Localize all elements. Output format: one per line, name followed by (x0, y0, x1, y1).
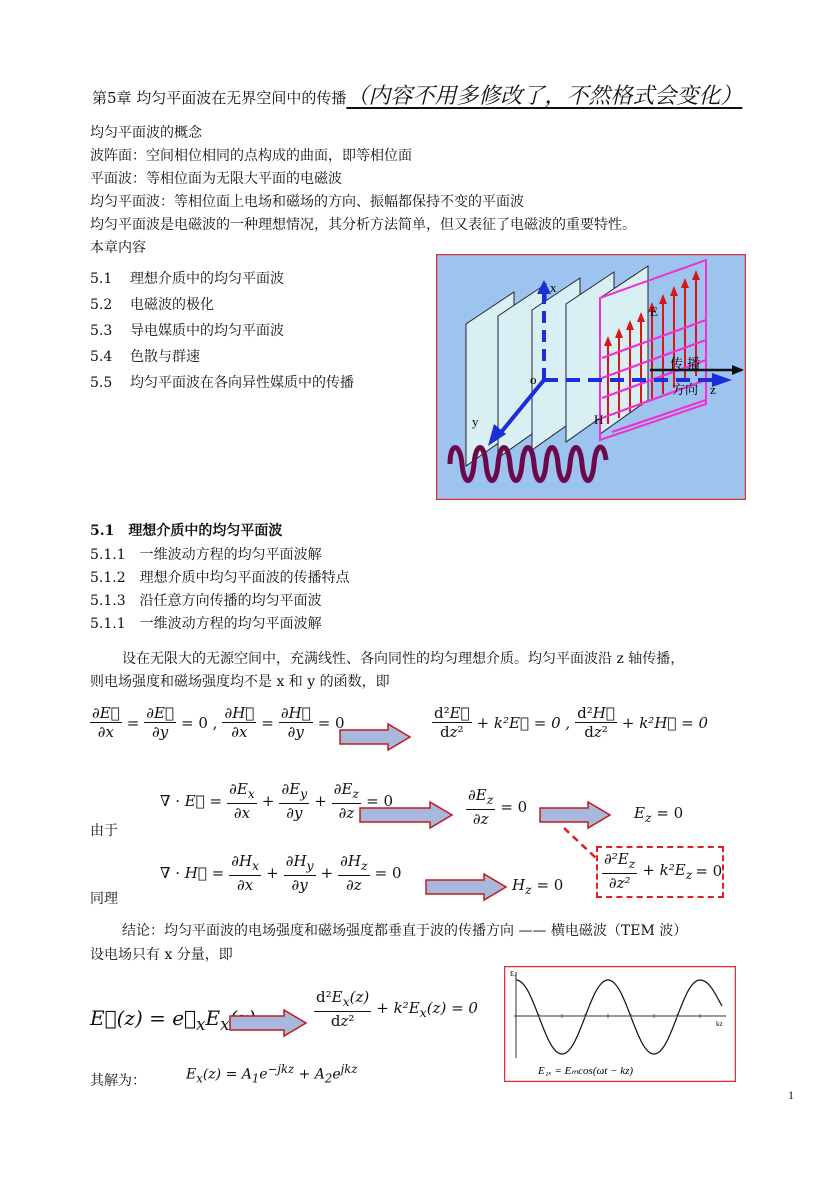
toc-item: 5.3 导电媒质中的均匀平面波 (90, 323, 284, 339)
equation-wave: $\frac{\text{d²E⃗}}{\text{dz²}}$ + k²E⃗ = 0 , $\frac{\text{d²H⃗}}{\text{dz²}}$ + k²H⃗ = 0 (434, 704, 709, 741)
equation-dez: $\frac{\partial E_z}{\partial z}$ = 0 (468, 786, 528, 828)
label-youyu: 由于 (90, 823, 118, 839)
equation-div-e: ∇ · E⃗ = $\frac{\partial E_x}{\partial x}$ + $\frac{\partial E_y}{\partial y}$ + $\frac{\partial E_z}{\partial z}$ = 0 (160, 780, 393, 822)
toc-list (90, 270, 354, 392)
dashed-connector (560, 826, 600, 860)
plane-wave-figure (436, 254, 746, 500)
chapter-title: 第5章 均匀平面波在无界空间中的传播 (92, 89, 347, 107)
subsection-item: 5.1.1 一维波动方程的均匀平面波解 (90, 616, 322, 632)
graph-y-label: Eₓ (510, 970, 517, 978)
paragraph-line: 则电场强度和磁场强度均不是 x 和 y 的函数，即 (90, 674, 390, 690)
intro-line: 本章内容 (90, 240, 146, 256)
arrow-1 (338, 722, 412, 752)
intro-line: 平面波：等相位面为无限大平面的电磁波 (90, 171, 342, 187)
equation-solution: $E_x(z) = A_1e^{-jkz} + A_2e^{jkz}$ (186, 1062, 358, 1086)
label-x: x (550, 280, 557, 295)
equation-ex: E⃗(z) = $e⃗_xE_x$ (90, 1006, 230, 1034)
conclusion: 结论：均匀平面波的电场强度和磁场强度都垂直于波的传播方向 —— 横电磁波（TEM 波） (122, 923, 688, 939)
equation-boxed: $\frac{\partial^2E_z}{\text{∂z²}}$ + $k^2E_z$ = 0 (604, 850, 723, 892)
intro-block (90, 124, 636, 257)
section-heading: 5.1 理想介质中的均匀平面波 (90, 523, 283, 539)
equation-div-h: ∇ · H⃗ = $\frac{\partial H_x}{\partial x}$ + $\frac{\partial H_y}{\partial y}$ + $\frac{\partial H_z}{\partial z}$ = 0 (160, 852, 402, 894)
arrow-4 (424, 872, 508, 902)
label-o: o (530, 372, 537, 387)
toc-item: 5.5 均匀平面波在各向异性媒质中的传播 (90, 375, 354, 391)
subsection-item: 5.1.2 理想介质中均匀平面波的传播特点 (90, 570, 350, 586)
intro-line: 均匀平面波：等相位面上电场和磁场的方向、振幅都保持不变的平面波 (90, 194, 524, 210)
cosine-figure (504, 966, 736, 1082)
label-propagation: 传 播 (670, 357, 701, 372)
subsection-item: 5.1.1 一维波动方程的均匀平面波解 (90, 547, 322, 563)
label-solution: 其解为： (90, 1073, 146, 1089)
label-y: y (472, 414, 479, 429)
intro-line: 均匀平面波是电磁波的一种理想情况，其分析方法简单，但又表征了电磁波的重要特性。 (90, 217, 636, 233)
equation-partials: $\frac{\partial E⃗}{\partial x}$ = $\frac{\partial E⃗}{\partial y}$ = 0 , $\frac{\partial H⃗}{\partial x}$ = $\frac{\partial H⃗}{\partial y}$ = 0 (92, 704, 345, 741)
label-direction: 方向 (672, 383, 699, 398)
toc-item: 5.4 色散与群速 (90, 349, 200, 365)
paragraph-line: 设在无限大的无源空间中，充满线性、各向同性的均匀理想介质。均匀平面波沿 z 轴传播， (122, 651, 685, 667)
assume-line: 设电场只有 x 分量，即 (90, 947, 233, 963)
title-note: （内容不用多修改了，不然格式会变化） (346, 84, 743, 109)
subsection-item: 5.1.3 沿任意方向传播的均匀平面波 (90, 593, 322, 609)
intro-line: 波阵面：空间相位相同的点构成的曲面，即等相位面 (90, 148, 412, 164)
page-number: 1 (788, 1088, 794, 1102)
label-e: E (650, 304, 658, 319)
equation-ez-zero: $E_z = 0$ (634, 804, 684, 825)
label-h: H (594, 412, 604, 427)
equation-helmholtz: $\frac{d^2E_x(z)}{\text{dz²}}$ + $k^2E_x(z) = 0$ (316, 988, 478, 1030)
graph-x-label: kz (716, 1020, 723, 1028)
chapter-heading (92, 84, 743, 109)
toc-item: 5.1 理想介质中的均匀平面波 (90, 271, 284, 287)
arrow-5 (228, 1008, 308, 1038)
intro-line: 均匀平面波的概念 (90, 125, 202, 141)
toc-item: 5.2 电磁波的极化 (90, 297, 214, 313)
subsection-list (90, 546, 350, 633)
arrow-2 (358, 800, 454, 830)
graph-caption: E₁ₓ = Eₘcos(ωt − kz) (538, 1065, 634, 1077)
label-tongli: 同理 (90, 891, 118, 907)
label-z: z (710, 382, 716, 397)
equation-hz-zero: $H_z = 0$ (512, 876, 564, 897)
